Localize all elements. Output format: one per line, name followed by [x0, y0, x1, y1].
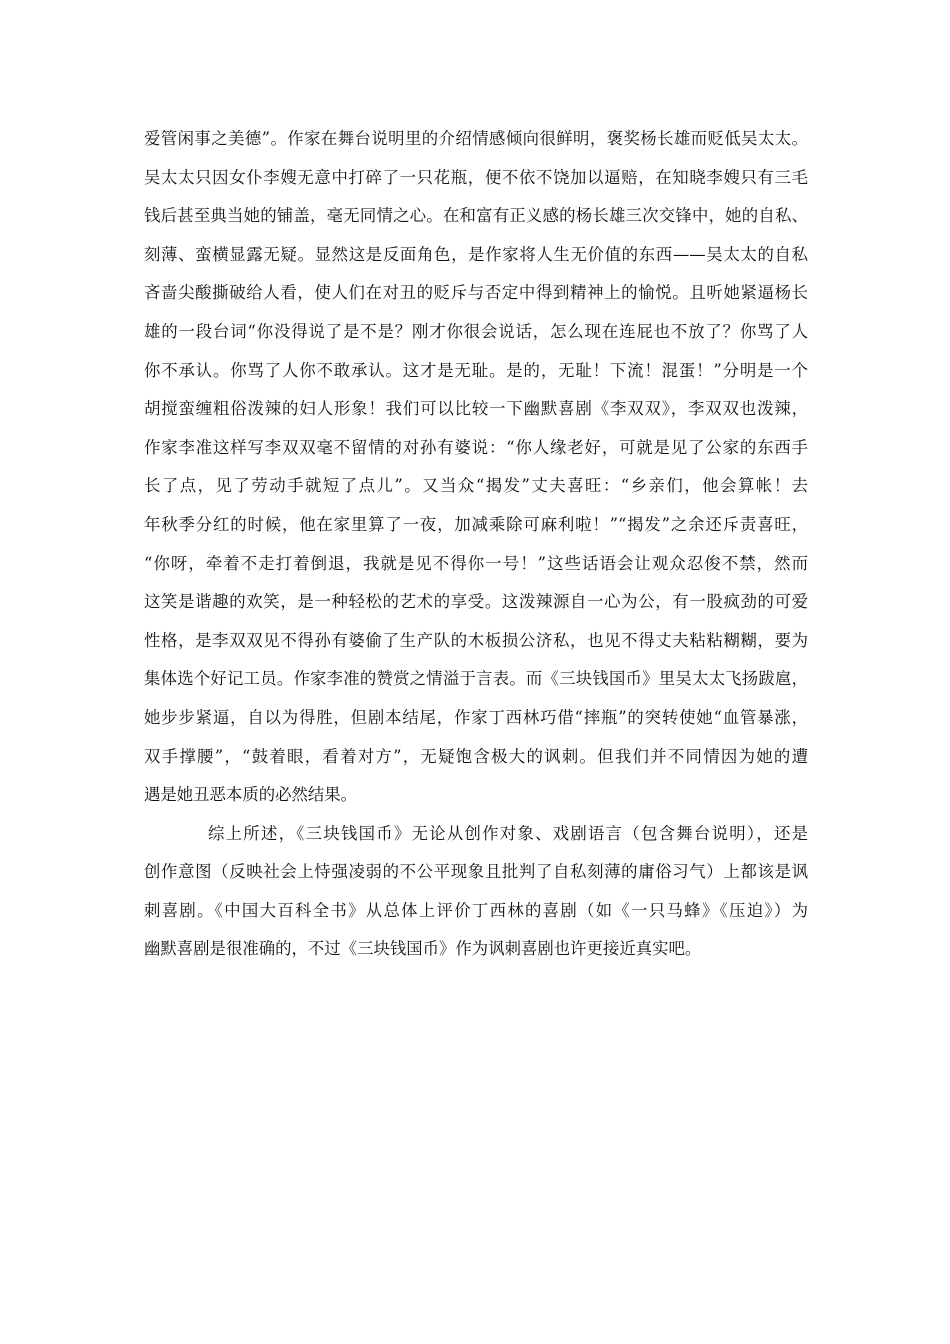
text-line: 年秋季分红的时候，他在家里算了一夜，加减乘除可麻利啦！”“揭发”之余还斥责喜旺， [144, 514, 808, 534]
text-line: 吝啬尖酸撕破给人看，使人们在对丑的贬斥与否定中得到精神上的愉悦。且听她紧逼杨长 [144, 283, 808, 303]
text-line: 雄的一段台词“你没得说了是不是？刚才你很会说话，怎么现在连屁也不放了？你骂了人 [144, 321, 808, 341]
text-line: 遇是她丑恶本质的必然结果。 [144, 785, 358, 805]
text-line: 幽默喜剧是很准确的，不过《三块钱国币》作为讽刺喜剧也许更接近真实吧。 [144, 939, 702, 959]
text-line: 刻薄、蛮横显露无疑。显然这是反面角色，是作家将人生无价值的东西——吴太太的自私 [144, 244, 808, 264]
text-line: 长了点，见了劳动手就短了点儿”。又当众“揭发”丈夫喜旺：“乡亲们，他会算帐！去 [144, 476, 808, 496]
paragraph [144, 815, 808, 969]
text-line: “你呀，牵着不走打着倒退，我就是见不得你一号！”这些话语会让观众忍俊不禁，然而 [144, 553, 808, 573]
body-text [144, 120, 808, 969]
text-line: 创作意图（反映社会上恃强凌弱的不公平现象且批判了自私刻薄的庸俗习气）上都该是讽 [144, 862, 808, 882]
text-line: 集体选个好记工员。作家李准的赞赏之情溢于言表。而《三块钱国币》里吴太太飞扬跋扈， [144, 669, 808, 689]
text-line: 你不承认。你骂了人你不敢承认。这才是无耻。是的，无耻！下流！混蛋！”分明是一个 [144, 360, 808, 380]
text-line: 爱管闲事之美德”。作家在舞台说明里的介绍情感倾向很鲜明，褒奖杨长雄而贬低吴太太。 [144, 129, 808, 148]
paragraph [144, 120, 808, 815]
text-line: 钱后甚至典当她的铺盖，毫无同情之心。在和富有正义感的杨长雄三次交锋中，她的自私、 [144, 206, 808, 226]
text-line: 双手撑腰”，“鼓着眼，看着对方”，无疑饱含极大的讽刺。但我们并不同情因为她的遭 [144, 746, 808, 766]
text-line: 作家李准这样写李双双毫不留情的对孙有婆说：“你人缘老好，可就是见了公家的东西手 [144, 437, 808, 457]
text-line: 胡搅蛮缠粗俗泼辣的妇人形象！我们可以比较一下幽默喜剧《李双双》，李双双也泼辣， [144, 399, 808, 419]
text-line: 她步步紧逼，自以为得胜，但剧本结尾，作家丁西林巧借“摔瓶”的突转使她“血管暴涨， [144, 707, 808, 727]
text-line: 刺喜剧。《中国大百科全书》从总体上评价丁西林的喜剧（如《一只马蜂》《压迫》）为 [144, 900, 808, 920]
text-line: 性格，是李双双见不得孙有婆偷了生产队的木板损公济私，也见不得丈夫粘粘糊糊，要为 [144, 630, 808, 650]
text-line: 吴太太只因女仆李嫂无意中打碎了一只花瓶，便不依不饶加以逼赔，在知晓李嫂只有三毛 [144, 167, 808, 187]
text-line: 综上所述，《三块钱国币》无论从创作对象、戏剧语言（包含舞台说明），还是 [208, 823, 808, 843]
text-line: 这笑是谐趣的欢笑，是一种轻松的艺术的享受。这泼辣源自一心为公，有一股疯劲的可爱 [144, 592, 808, 612]
